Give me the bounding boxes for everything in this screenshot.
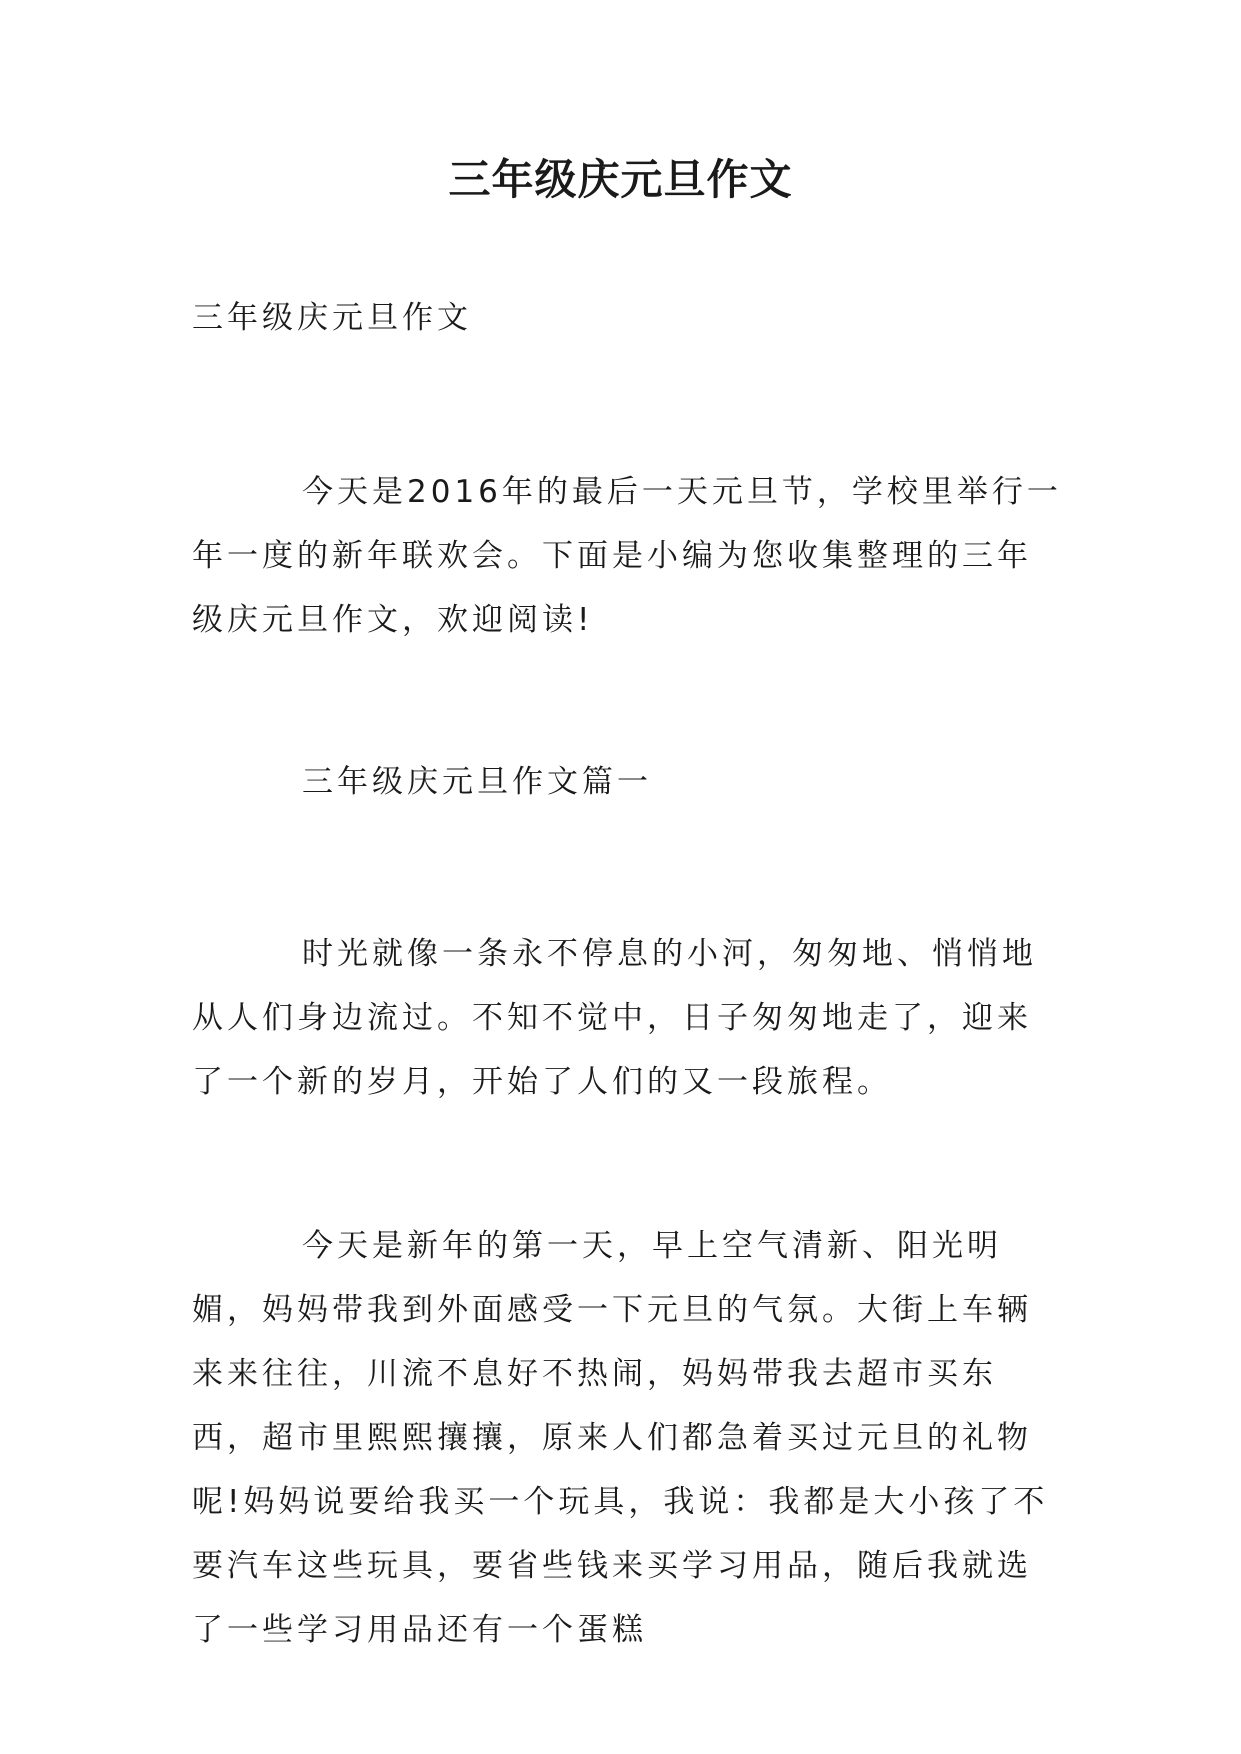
section-heading: 三年级庆元旦作文篇一 — [302, 764, 652, 800]
document-subtitle: 三年级庆元旦作文 — [192, 300, 472, 336]
body-paragraph-1: 时光就像一条永不停息的小河，匆匆地、悄悄地从人们身边流过。不知不觉中，日子匆匆地走了，迎来了一个新的岁月，开始了人们的又一段旅程。 — [192, 936, 1037, 1100]
body-paragraph-2: 今天是新年的第一天，早上空气清新、阳光明媚，妈妈带我到外面感受一下元旦的气氛。大街上车辆来来往往，川流不息好不热闹，妈妈带我去超市买东西，超市里熙熙攘攘，原来人们都急着买过元旦的礼物呢!妈妈说要给我买一个玩具，我说：我都是大小孩了不要汽车这些玩具，要省些钱来买学习用品，随后我就选了一些学习用品还有一个蛋糕 — [192, 1228, 1049, 1648]
intro-paragraph: 今天是2016年的最后一天元旦节，学校里举行一年一度的新年联欢会。下面是小编为您收集整理的三年级庆元旦作文，欢迎阅读! — [192, 474, 1062, 638]
document-title: 三年级庆元旦作文 — [448, 155, 793, 204]
